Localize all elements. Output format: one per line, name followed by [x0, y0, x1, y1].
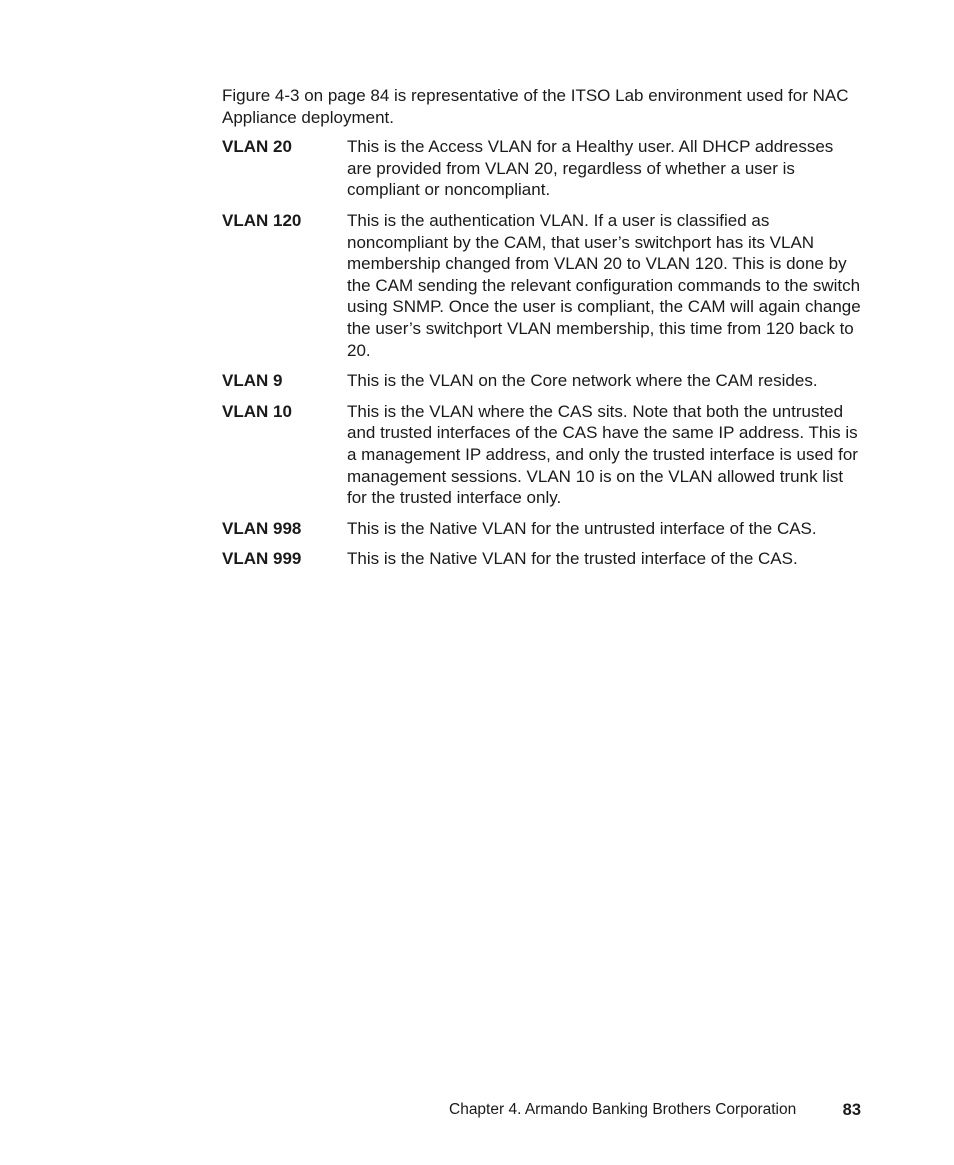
page-footer [449, 1100, 861, 1120]
definition-description: This is the authentication VLAN. If a user is classified as noncompliant by the CAM, that user’s switchport has its VLAN membership changed from VLAN 20 to VLAN 120. This is done by the CAM sending the relevant configuration commands to the switch using SNMP. Once the user is compliant, the CAM will again change the user’s switchport VLAN membership, this time from 120 back to 20. [347, 210, 861, 360]
definition-description: This is the Native VLAN for the untrusted interface of the CAS. [347, 518, 817, 538]
definition-item [222, 136, 862, 201]
definition-item [222, 548, 862, 570]
definition-term: VLAN 998 [222, 518, 302, 538]
definition-term: VLAN 120 [222, 210, 302, 230]
definition-description: This is the VLAN where the CAS sits. Note that both the untrusted and trusted interfaces of the CAS have the same IP address. This is a management IP address, and only the trusted interface is used for management sessions. VLAN 10 is on the VLAN allowed trunk list for the trusted interface only. [347, 401, 858, 508]
intro-paragraph: Figure 4-3 on page 84 is representative of the ITSO Lab environment used for NAC Appliance deployment. [222, 86, 849, 127]
definition-term: VLAN 999 [222, 549, 302, 569]
definition-term: VLAN 9 [222, 371, 283, 391]
definition-description: This is the Access VLAN for a Healthy user. All DHCP addresses are provided from VLAN 20, regardless of whether a user is compliant or noncompliant. [347, 137, 834, 200]
definition-description: This is the VLAN on the Core network where the CAM resides. [347, 371, 818, 391]
definition-item [222, 401, 862, 509]
footer-chapter-title: Chapter 4. Armando Banking Brothers Corporation [449, 1101, 797, 1118]
page-content [222, 85, 862, 579]
definition-item [222, 370, 862, 392]
definition-item [222, 518, 862, 540]
definition-term: VLAN 20 [222, 137, 292, 157]
page-number: 83 [842, 1101, 861, 1119]
definition-term: VLAN 10 [222, 401, 292, 421]
definition-item [222, 210, 862, 361]
definition-description: This is the Native VLAN for the trusted interface of the CAS. [347, 549, 798, 569]
